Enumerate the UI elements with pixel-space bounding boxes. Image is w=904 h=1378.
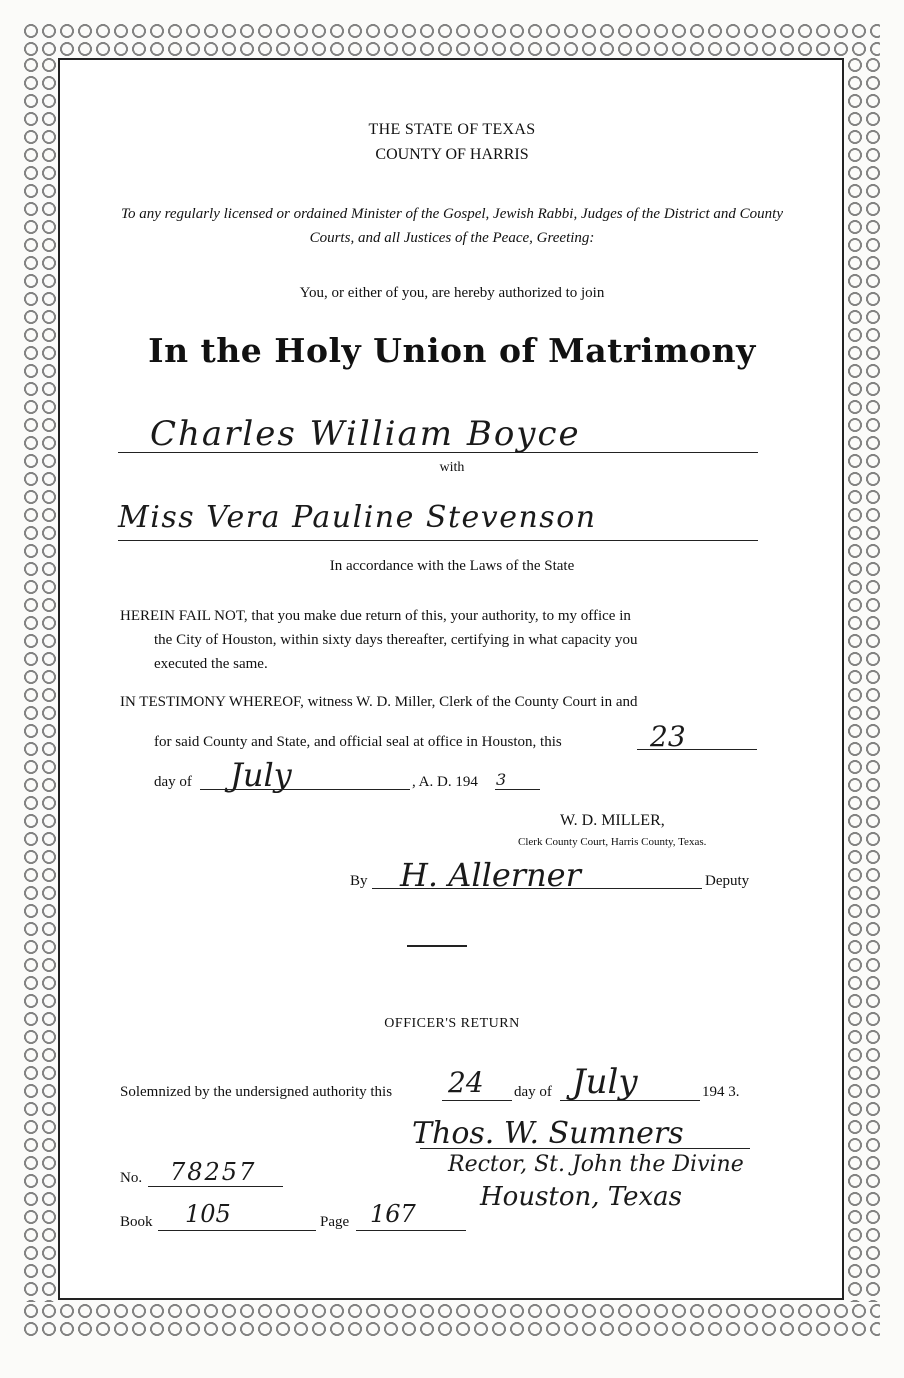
county-heading: COUNTY OF HARRIS [375, 146, 529, 163]
solemnized-day-line [442, 1100, 512, 1101]
ornamental-border-right [846, 56, 880, 1302]
ornamental-border-left [22, 56, 56, 1302]
record-page-label: Page [320, 1214, 350, 1230]
officer-signature: Thos. W. Sumners [412, 1116, 684, 1151]
testimony-line-1: IN TESTIMONY WHEREOF, witness W. D. Miller, Clerk of the County Court in and [120, 694, 638, 710]
bride-name: Miss Vera Pauline Stevenson [118, 500, 597, 535]
record-no-line [148, 1186, 283, 1187]
testimony-day-of: day of [154, 774, 192, 790]
laws-text: In accordance with the Laws of the State [329, 558, 575, 574]
solemnized-month-line [560, 1100, 700, 1101]
clerk-name: W. D. MILLER, [560, 812, 665, 829]
clerk-title: Clerk County Court, Harris County, Texas. [518, 836, 707, 848]
record-no-label: No. [120, 1170, 143, 1186]
officer-title: Rector, St. John the Divine [448, 1152, 744, 1177]
groom-name: Charles William Boyce [150, 414, 581, 454]
record-book-line [158, 1230, 316, 1231]
testimony-month: July [230, 756, 292, 794]
testimony-day-line [637, 749, 757, 750]
testimony-ad: , A. D. 194 [412, 774, 478, 790]
herein-line-3: executed the same. [154, 656, 268, 672]
deputy-line [372, 888, 702, 889]
ornamental-border-top [22, 22, 880, 56]
authorization-text: You, or either of you, are hereby authorized to join [299, 285, 605, 301]
testimony-day: 23 [650, 720, 686, 753]
record-book: 105 [185, 1200, 231, 1228]
deputy-label: Deputy [705, 873, 750, 889]
state-heading: THE STATE OF TEXAS [368, 121, 536, 138]
with-label: with [439, 460, 465, 475]
testimony-year-digit: 3 [496, 770, 507, 789]
greeting: To any regularly licensed or ordained Minister of the Gospel, Jewish Rabbi, Judges of the District and County Courts, and all Justices of the Peace, Greeting: [120, 206, 783, 246]
herein-line-2: the City of Houston, within sixty days thereafter, certifying in what capacity you [154, 632, 638, 648]
record-no: 78257 [170, 1158, 257, 1186]
solemnized-year: 194 3. [702, 1084, 740, 1100]
deputy-signature: H. Allerner [400, 856, 581, 894]
record-page-line [356, 1230, 466, 1231]
record-page: 167 [370, 1200, 416, 1228]
divider [407, 945, 467, 947]
solemnized-day: 24 [448, 1066, 484, 1099]
solemnized-month: July [572, 1062, 638, 1102]
herein-line-1: HEREIN FAIL NOT, that you make due return of this, your authority, to my office in [120, 608, 631, 624]
solemnized-text: Solemnized by the undersigned authority this [120, 1084, 393, 1100]
herein-paragraph [120, 604, 760, 676]
by-label: By [350, 873, 368, 889]
testimony-month-line [200, 789, 410, 790]
testimony-year-line [495, 789, 540, 790]
certificate-title: In the Holy Union of Matrimony [148, 331, 756, 370]
ornamental-border-bottom [22, 1302, 880, 1336]
solemnized-day-of: day of [514, 1084, 552, 1100]
officers-return-heading: OFFICER'S RETURN [384, 1016, 520, 1031]
testimony-line-2: for said County and State, and official seal at office in Houston, this [154, 734, 562, 750]
officer-line [420, 1148, 750, 1149]
officer-place: Houston, Texas [480, 1182, 683, 1212]
record-book-label: Book [120, 1214, 153, 1230]
groom-line [118, 452, 758, 453]
bride-line [118, 540, 758, 541]
